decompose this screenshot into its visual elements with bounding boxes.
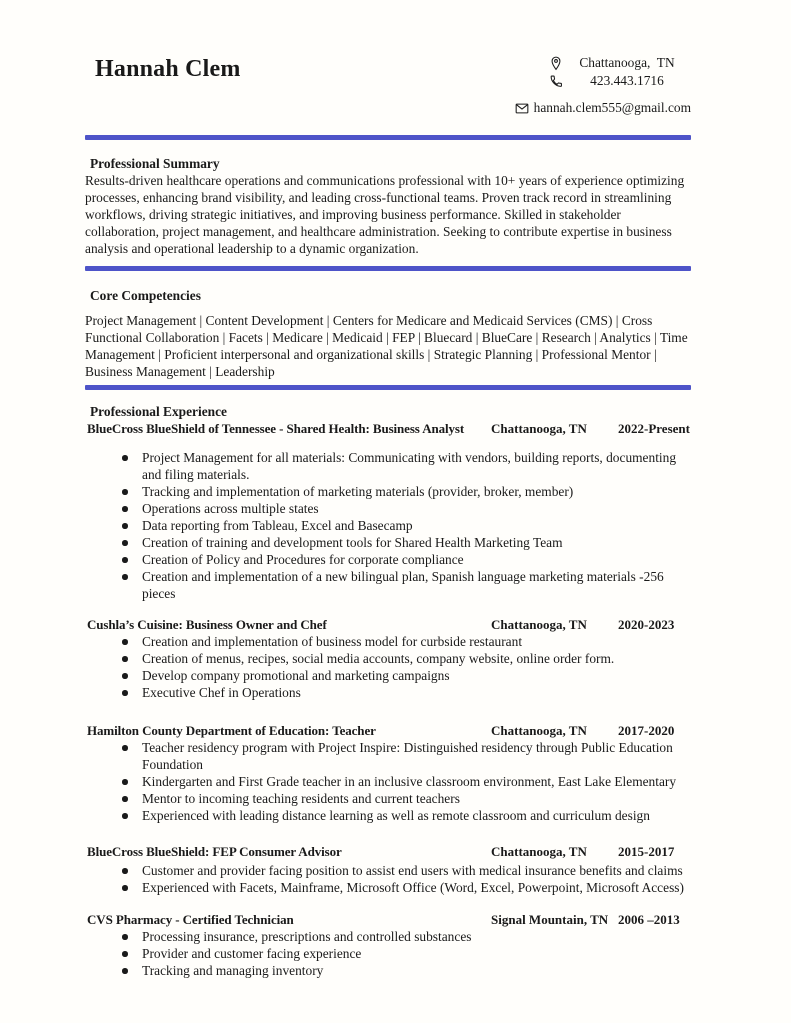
competencies-heading: Core Competencies — [90, 288, 201, 303]
job-header — [85, 722, 691, 739]
contact-phone-row — [549, 72, 691, 90]
bullet-item: Creation and implementation of business model for curbside restaurant — [85, 633, 691, 650]
summary-text: Results-driven healthcare operations and communications professional with 10+ years of experience optimizing processes, enhancing brand visibility, and leading cross-functional teams. Proven track record in streamlining workflows, driving strategic initiatives, and improving business performance. Skilled in stakeholder collaboration, project management, and healthcare administration. Seeking to contribute expertise in business analysis and operational leadership to a dynamic organization. — [85, 173, 685, 256]
job-title: BlueCross BlueShield of Tennessee - Shared Health: Business Analyst — [87, 421, 465, 436]
bullet-item: Tracking and managing inventory — [85, 962, 691, 979]
bullet-item: Provider and customer facing experience — [85, 945, 691, 962]
job-entry — [85, 911, 691, 979]
bullet-item: Kindergarten and First Grade teacher in an inclusive classroom environment, East Lake Elementary — [85, 773, 691, 790]
job-header — [85, 420, 691, 437]
contact-info — [515, 54, 691, 117]
resume-header — [85, 0, 691, 117]
resume-name: Hannah Clem — [95, 56, 241, 82]
envelope-icon — [515, 101, 529, 116]
job-dates: 2022-Present — [618, 421, 690, 436]
contact-email: hannah.clem555@gmail.com — [533, 100, 691, 115]
job-entry — [85, 843, 691, 896]
job-location: Chattanooga, TN — [491, 844, 587, 859]
job-location: Chattanooga, TN — [491, 617, 587, 632]
bullet-item: Operations across multiple states — [85, 500, 691, 517]
contact-email-row — [515, 99, 691, 117]
job-bullets — [85, 449, 691, 602]
job-title: CVS Pharmacy - Certified Technician — [87, 912, 294, 927]
bullet-item: Executive Chef in Operations — [85, 684, 691, 701]
job-bullets — [85, 862, 691, 896]
experience-heading: Professional Experience — [90, 404, 227, 419]
job-bullets — [85, 633, 691, 701]
phone-icon — [549, 74, 563, 89]
competencies-section — [85, 287, 691, 380]
section-divider — [85, 266, 691, 271]
section-divider — [85, 385, 691, 390]
job-dates: 2015-2017 — [618, 844, 675, 859]
competencies-text: Project Management | Content Development | Centers for Medicare and Medicaid Services (CMS) | Cross Functional Collaboration | Facets | Medicare | Medicaid | FEP | Bluecard | BlueCare | Research | Analytics | Time Management | Proficient interpersonal and organizational skills | Strategic Planning | Professional Mentor | Business Management | Leadership — [85, 313, 688, 379]
bullet-item: Tracking and implementation of marketing materials (provider, broker, member) — [85, 483, 691, 500]
bullet-item: Teacher residency program with Project Inspire: Distinguished residency through Public Education Foundation — [85, 739, 691, 773]
summary-heading: Professional Summary — [90, 156, 220, 171]
job-location: Chattanooga, TN — [491, 421, 587, 436]
experience-section — [85, 403, 691, 979]
job-header — [85, 911, 691, 928]
bullet-item: Creation of Policy and Procedures for corporate compliance — [85, 551, 691, 568]
contact-location: Chattanooga, TN — [579, 55, 675, 70]
job-bullets — [85, 739, 691, 824]
job-entry — [85, 722, 691, 824]
job-dates: 2020-2023 — [618, 617, 675, 632]
job-header — [85, 616, 691, 633]
contact-location-row — [549, 54, 691, 72]
bullet-item: Customer and provider facing position to assist end users with medical insurance benefits and claims — [85, 862, 691, 879]
location-pin-icon — [549, 56, 563, 71]
bullet-item: Project Management for all materials: Communicating with vendors, building reports, documenting and filing materials. — [85, 449, 691, 483]
job-entry — [85, 420, 691, 602]
job-dates: 2017-2020 — [618, 723, 675, 738]
job-dates: 2006 –2013 — [618, 912, 680, 927]
job-entry — [85, 616, 691, 701]
section-divider — [85, 135, 691, 140]
job-location: Chattanooga, TN — [491, 723, 587, 738]
bullet-item: Mentor to incoming teaching residents and current teachers — [85, 790, 691, 807]
job-location: Signal Mountain, TN — [491, 912, 609, 927]
summary-section — [85, 155, 691, 257]
bullet-item: Creation and implementation of a new bilingual plan, Spanish language marketing materials -256 pieces — [85, 568, 691, 602]
job-title: BlueCross BlueShield: FEP Consumer Advisor — [87, 844, 342, 859]
job-title: Hamilton County Department of Education: Teacher — [87, 723, 376, 738]
bullet-item: Experienced with leading distance learning as well as remote classroom and curriculum design — [85, 807, 691, 824]
bullet-item: Creation of menus, recipes, social media accounts, company website, online order form. — [85, 650, 691, 667]
bullet-item: Develop company promotional and marketing campaigns — [85, 667, 691, 684]
bullet-item: Creation of training and development tools for Shared Health Marketing Team — [85, 534, 691, 551]
bullet-item: Processing insurance, prescriptions and controlled substances — [85, 928, 691, 945]
bullet-item: Data reporting from Tableau, Excel and Basecamp — [85, 517, 691, 534]
contact-phone: 423.443.1716 — [590, 73, 664, 88]
job-header — [85, 843, 691, 860]
bullet-item: Experienced with Facets, Mainframe, Microsoft Office (Word, Excel, Powerpoint, Microsoft Access) — [85, 879, 691, 896]
job-title: Cushla’s Cuisine: Business Owner and Chef — [87, 617, 327, 632]
job-bullets — [85, 928, 691, 979]
